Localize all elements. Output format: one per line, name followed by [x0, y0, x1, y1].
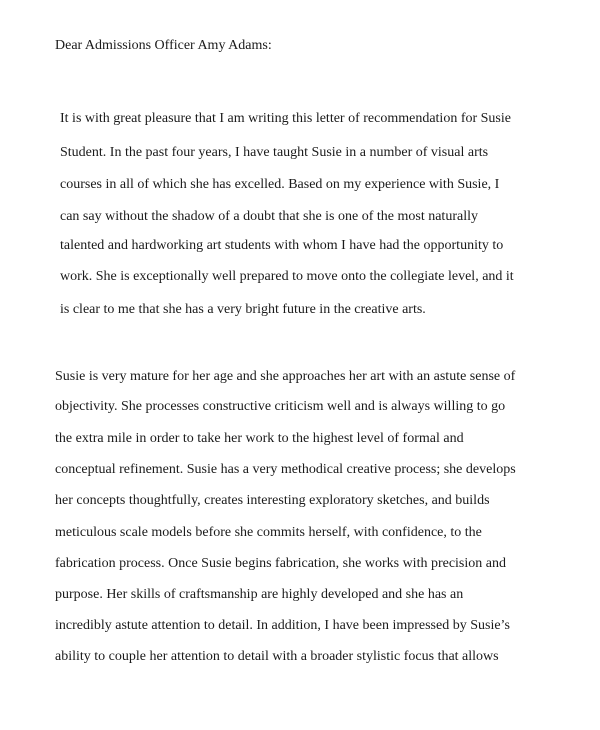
paragraph-line: purpose. Her skills of craftsmanship are highly developed and she has an [55, 587, 464, 602]
paragraph-line: the extra mile in order to take her work to the highest level of formal and [55, 431, 464, 446]
paragraph-line: fabrication process. Once Susie begins fabrication, she works with precision and [55, 556, 506, 571]
paragraph-line: Student. In the past four years, I have taught Susie in a number of visual arts [60, 145, 489, 160]
salutation: Dear Admissions Officer Amy Adams: [55, 38, 272, 53]
paragraph-line: courses in all of which she has excelled. Based on my experience with Susie, I [60, 177, 500, 192]
paragraph-line: conceptual refinement. Susie has a very methodical creative process; she develops [55, 462, 516, 477]
paragraph-line: her concepts thoughtfully, creates interesting exploratory sketches, and builds [55, 493, 490, 508]
paragraph-line: incredibly astute attention to detail. In addition, I have been impressed by Susie’s [55, 618, 510, 633]
paragraph-line: It is with great pleasure that I am writing this letter of recommendation for Susie [60, 111, 511, 126]
paragraph-line: objectivity. She processes constructive criticism well and is always willing to go [55, 399, 506, 414]
paragraph-line: Susie is very mature for her age and she approaches her art with an astute sense of [55, 369, 516, 384]
paragraph-line: talented and hardworking art students with whom I have had the opportunity to [60, 238, 504, 253]
paragraph-line: ability to couple her attention to detail with a broader stylistic focus that allows [55, 649, 499, 664]
paragraph-line: can say without the shadow of a doubt that she is one of the most naturally [60, 209, 478, 224]
paragraph-line: meticulous scale models before she commits herself, with confidence, to the [55, 525, 482, 540]
paragraph-line: is clear to me that she has a very bright future in the creative arts. [60, 302, 426, 317]
paragraph-line: work. She is exceptionally well prepared to move onto the collegiate level, and it [60, 269, 514, 284]
